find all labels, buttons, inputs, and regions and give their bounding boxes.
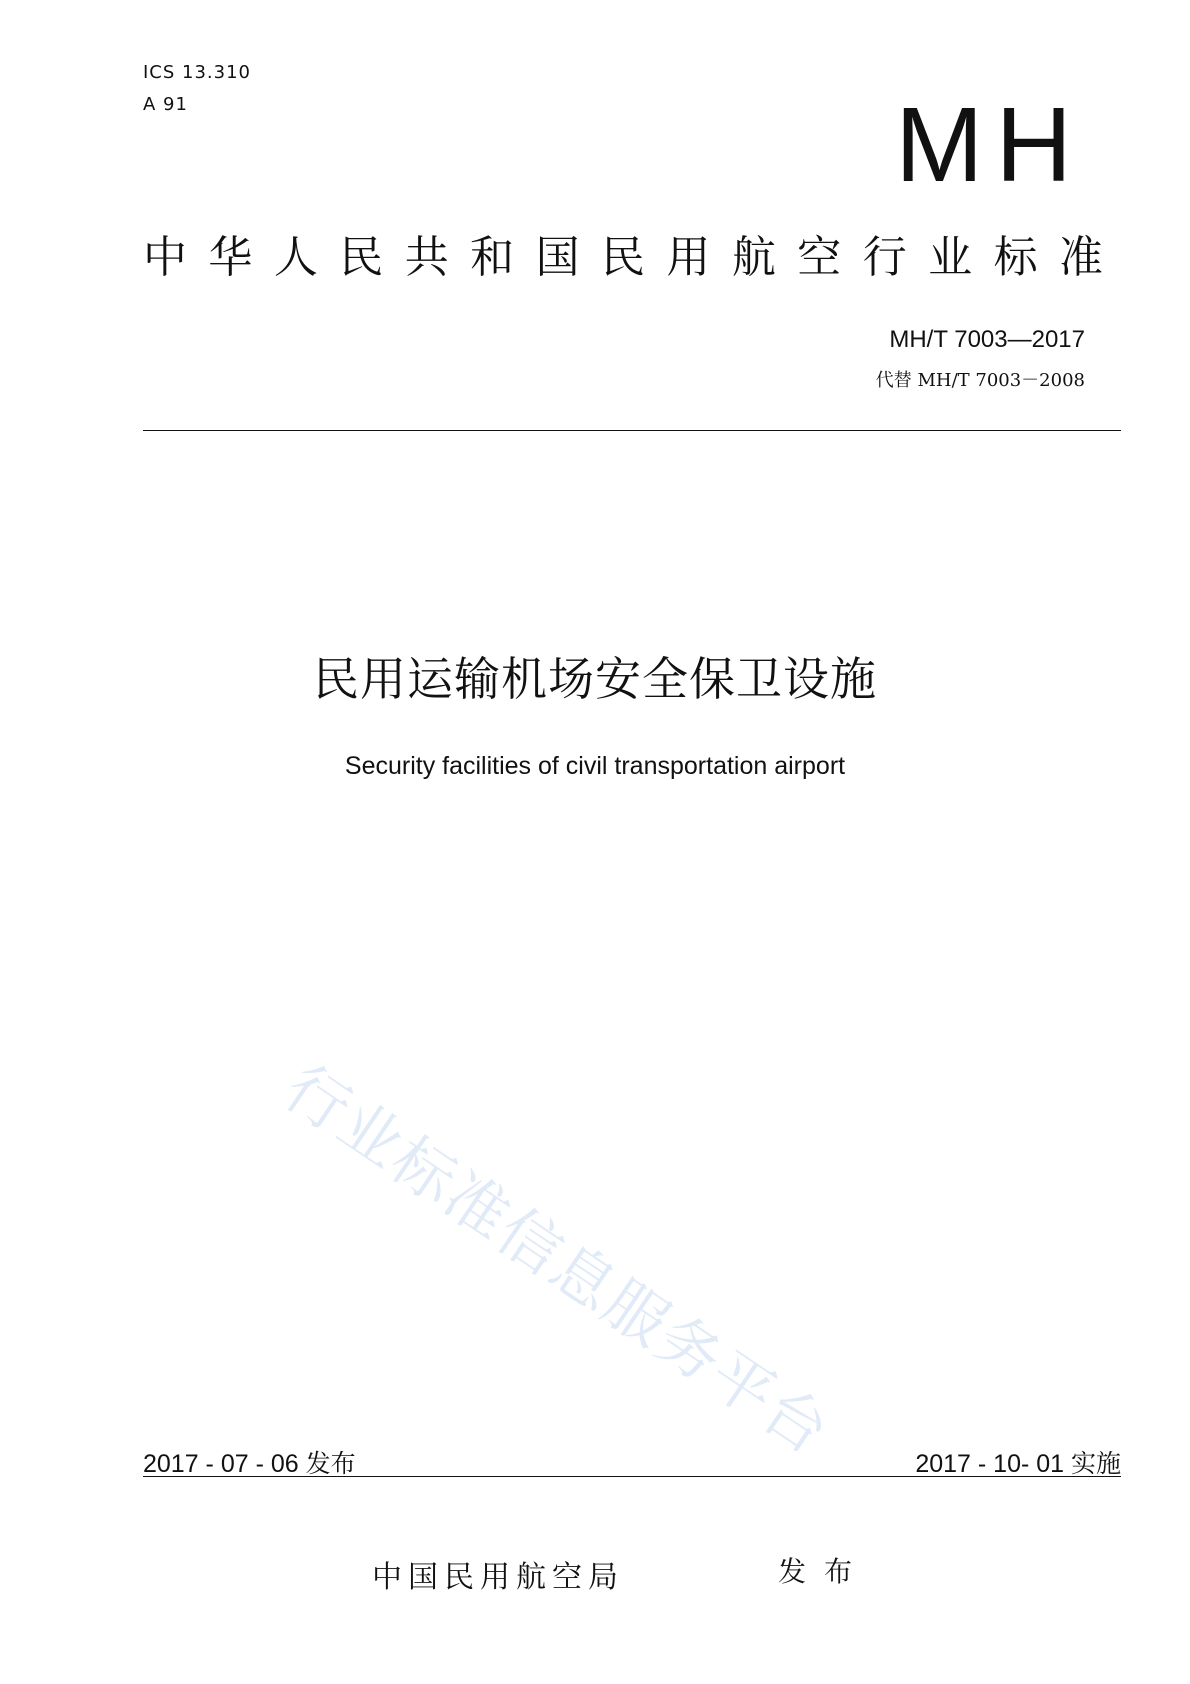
issue-date: 2017 - 07 - 06 发布 (143, 1450, 356, 1478)
ics-code: ICS 13.310 (143, 62, 252, 83)
document-title-english: Security facilities of civil transportation airport (344, 752, 846, 780)
issue-label: 发布 (778, 1555, 871, 1588)
implementation-date: 2017 - 10- 01 实施 (915, 1450, 1121, 1478)
footer-divider (143, 1476, 1121, 1477)
standard-category-title: 中华人民共和国民用航空行业标准 (143, 232, 1103, 283)
watermark: 行业标准信息服务平台 (271, 1050, 844, 1470)
issuing-authority: 中国民用航空局 (372, 1560, 624, 1595)
document-title-chinese: 民用运输机场安全保卫设施 (313, 652, 877, 706)
ccs-code: A 91 (143, 94, 188, 115)
mh-logo: MH (895, 86, 1084, 204)
replaces-note: 代替 MH/T 7003－2008 (875, 370, 1085, 391)
standard-number: MH/T 7003—2017 (889, 326, 1085, 353)
header-divider (143, 430, 1121, 431)
